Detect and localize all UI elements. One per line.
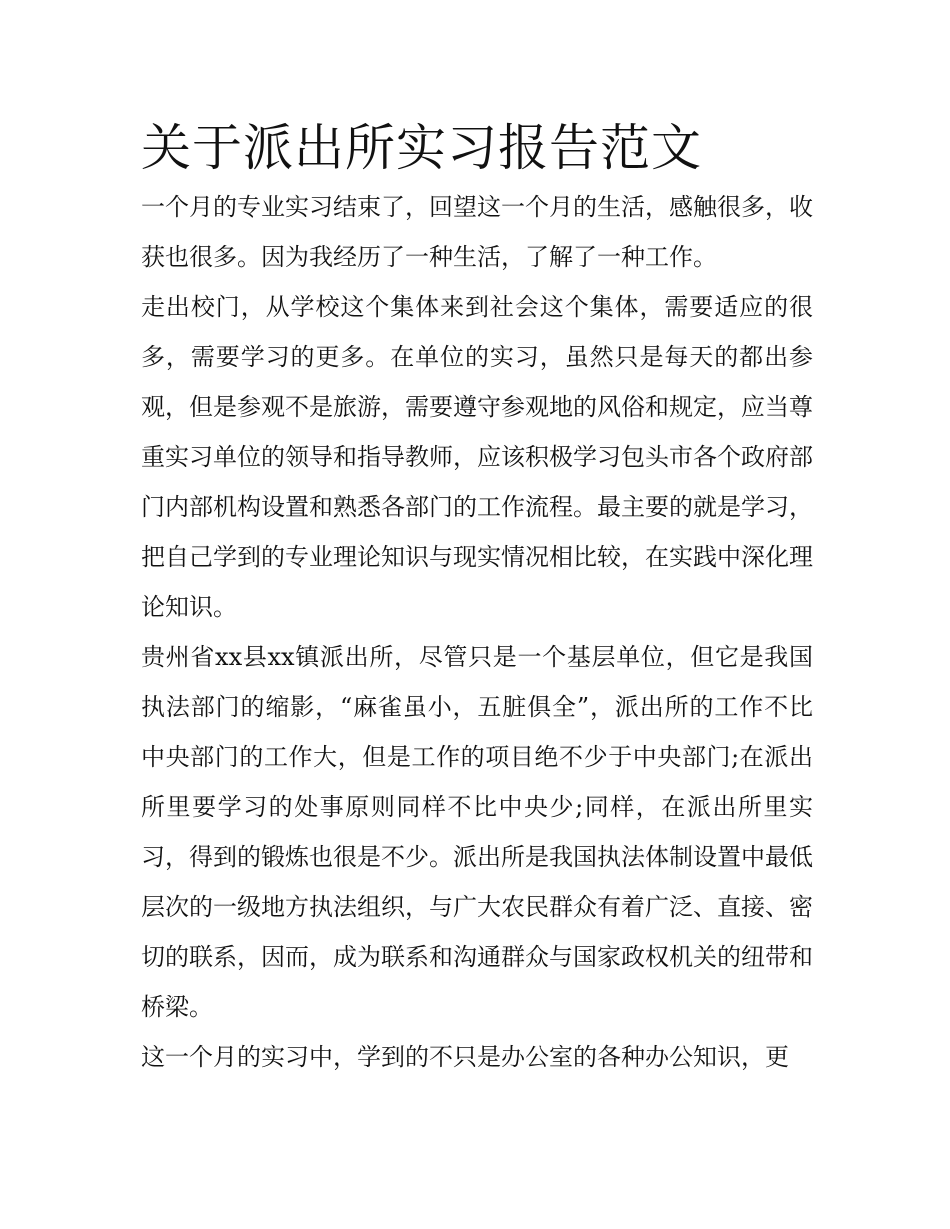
paragraph-intro: 一个月的专业实习结束了，回望这一个月的生活，感触很多，收获也很多。因为我经历了一种生活，了解了一种工作。 bbox=[141, 193, 813, 271]
document-title: 关于派出所实习报告范文 bbox=[141, 119, 702, 177]
paragraph-police-station: 贵州省xx县xx镇派出所，尽管只是一个基层单位，但它是我国执法部门的缩影，“麻雀虽小，五脏俱全”，派出所的工作不比中央部门的工作大，但是工作的项目绝不少于中央部门;在派出所里要学习的处事原则同样不比中央少;同样，在派出所里实习，得到的锻炼也很是不少。派出所是我国执法体制设置中最低层次的一级地方执法组织，与广大农民群众有着广泛、直接、密切的联系，因而，成为联系和沟通群众与国家政权机关的纽带和桥梁。 bbox=[141, 643, 813, 1021]
document-body bbox=[141, 118, 813, 1082]
paragraph-internship-learning: 这一个月的实习中，学到的不只是办公室的各种办公知识，更 bbox=[141, 1043, 789, 1071]
paragraph-leaving-school: 走出校门，从学校这个集体来到社会这个集体，需要适应的很多，需要学习的更多。在单位的实习，虽然只是每天的都出参观，但是参观不是旅游，需要遵守参观地的风俗和规定，应当尊重实习单位的领导和指导教师，应该积极学习包头市各个政府部门内部机构设置和熟悉各部门的工作流程。最主要的就是学习，把自己学到的专业理论知识与现实情况相比较，在实践中深化理论知识。 bbox=[141, 293, 813, 621]
